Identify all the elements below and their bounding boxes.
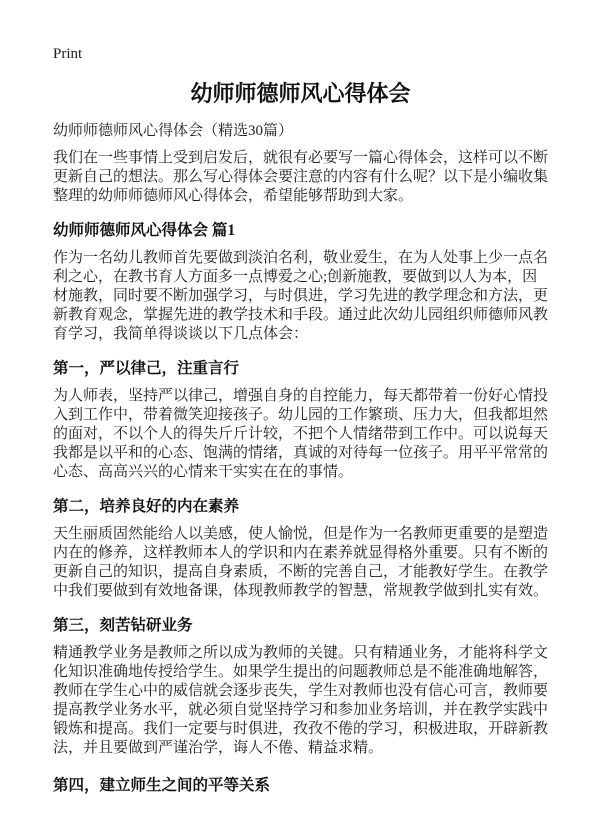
article-subtitle: 幼师师德师风心得体会（精选30篇）: [53, 123, 294, 139]
section-paragraph-pian1: 作为一名幼儿教师首先要做到淡泊名利，敬业爱生，在为人处事上少一点名利之心，在教书育人方面多一点博爱之心;创新施教，要做到以人为本，因材施教，同时要不断加强学习，与时俱进，学习先进的教学理念和方法，更新教育观念，掌握先进的教学技术和手段。通过此次幼儿园组织师德师风教育学习，我简单得谈谈以下几点体会：: [53, 250, 549, 342]
section-heading-fourth: 第四，建立师生之间的平等关系: [53, 777, 271, 794]
intro-paragraph: 我们在一些事情上受到启发后，就很有必要写一篇心得体会，这样可以不断更新自己的想法。那么写心得体会要注意的内容有什么呢？以下是小编收集整理的幼师师德师风心得体会，希望能够帮助到大家。: [53, 150, 549, 204]
page-title: 幼师师德师风心得体会: [190, 81, 411, 106]
section-heading-second: 第二，培养良好的内在素养: [53, 498, 240, 515]
section-heading-pian1: 幼师师德师风心得体会 篇1: [53, 222, 236, 239]
print-link[interactable]: Print: [53, 46, 83, 62]
section-paragraph-second: 天生丽质固然能给人以美感，使人愉悦，但是作为一名教师更重要的是塑造内在的修养，这样教师本人的学识和内在素养就显得格外重要。只有不断的更新自己的知识，提高自身素质，不断的完善自己，才能教好学生。在教学中我们要做到有效地备课，体现教师教学的智慧，常规教学做到扎实有效。: [53, 526, 549, 599]
section-heading-third: 第三，刻苦钻研业务: [53, 617, 193, 634]
section-paragraph-first: 为人师表，坚持严以律己，增强自身的自控能力，每天都带着一份好心情投入到工作中，带着微笑迎接孩子。幼儿园的工作繁琐、压力大，但我都坦然的面对，不以个人的得失斤斤计较，不把个人情绪带到工作中。可以说每天我都是以平和的心态、饱满的情绪，真诚的对待每一位孩子。用平平常常的心态、高高兴兴的心情来干实实在在的事情。: [53, 388, 549, 480]
section-heading-first: 第一，严以律己，注重言行: [53, 360, 240, 377]
section-paragraph-third: 精通教学业务是教师之所以成为教师的关键。只有精通业务，才能将科学文化知识准确地传授给学生。如果学生提出的问题教师总是不能准确地解答，教师在学生心中的威信就会逐步丧失，学生对教师也没有信心可言，教师要提高教学业务水平，就必须自觉坚持学习和参加业务培训，并在教学实践中锻炼和提高。我们一定要与时俱进，孜孜不倦的学习，积极进取，开辟新教法，并且要做到严谨治学，诲人不倦、精益求精。: [53, 645, 549, 756]
